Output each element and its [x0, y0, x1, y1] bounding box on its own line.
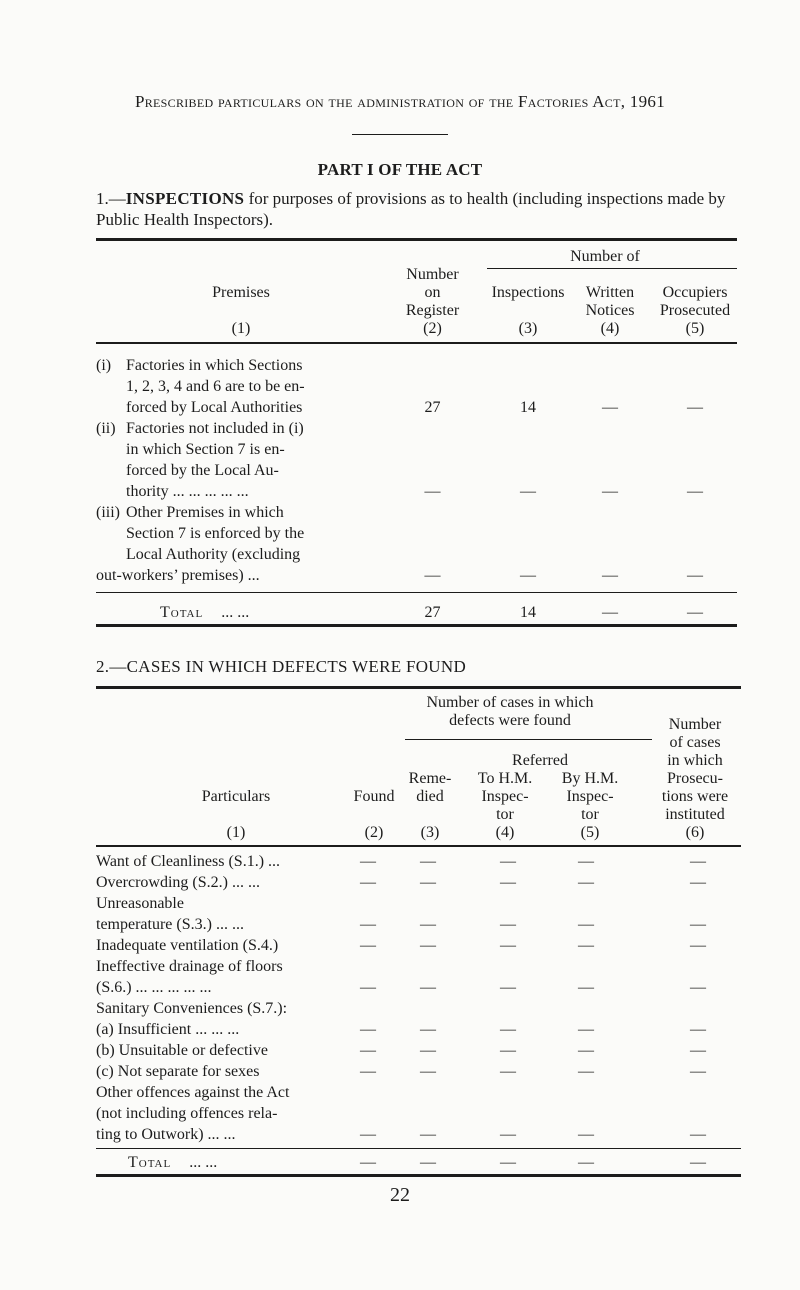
cell-remedied: —	[420, 1126, 436, 1143]
header-group-rule	[405, 739, 652, 740]
header-prosecutions-line2: of cases	[669, 734, 721, 751]
particulars-line: (c) Not separate for sexes	[96, 1063, 260, 1080]
particulars-line: temperature (S.3.) ... ...	[96, 916, 244, 933]
total-prosecuted: —	[687, 604, 703, 621]
cell-found: —	[360, 916, 376, 933]
particulars-line: Ineffective drainage of floors	[96, 958, 283, 975]
cell-prosecutions: —	[690, 916, 706, 933]
cell-remedied: —	[420, 1042, 436, 1059]
part-title: PART I OF THE ACT	[317, 160, 483, 179]
row-line: in which Section 7 is en-	[126, 441, 285, 458]
header-inspections: Inspections	[491, 284, 565, 301]
cell-prosecuted: —	[687, 567, 703, 584]
header-found-col: (2)	[364, 824, 384, 841]
cell-by-hm: —	[578, 937, 594, 954]
header-remedied-col: (3)	[420, 824, 440, 841]
header-by-hm-line1: By H.M.	[561, 770, 619, 787]
particulars-line: (not including offences rela-	[96, 1105, 278, 1122]
table2-bottom-rule	[96, 1174, 741, 1177]
cell-to-hm: —	[500, 1063, 516, 1080]
header-referred: Referred	[512, 752, 568, 769]
cell-prosecutions: —	[690, 874, 706, 891]
particulars-line: Unreasonable	[96, 895, 184, 912]
header-remedied-line1: Reme-	[408, 770, 452, 787]
row-line: Section 7 is enforced by the	[126, 525, 305, 542]
header-occupiers-col: (5)	[685, 320, 705, 337]
total-prosecutions: —	[690, 1154, 706, 1171]
total-dots: ... ...	[189, 1154, 218, 1171]
cell-prosecutions: —	[690, 1021, 706, 1038]
total-notices: —	[602, 604, 618, 621]
header-by-hm-line3: tor	[581, 806, 599, 823]
row-line: out-workers’ premises) ...	[96, 567, 260, 584]
table2-top-rule	[96, 686, 741, 689]
cell-to-hm: —	[500, 1042, 516, 1059]
header-remedied-line2: died	[416, 788, 444, 805]
row-line: Local Authority (excluding	[126, 546, 301, 563]
header-to-hm-line2: Inspec-	[481, 788, 529, 805]
header-prosecutions-line1: Number	[668, 716, 722, 733]
header-to-hm-line3: tor	[496, 806, 514, 823]
table1-top-rule	[96, 238, 737, 241]
cell-to-hm: —	[500, 853, 516, 870]
cell-to-hm: —	[500, 874, 516, 891]
cell-found: —	[360, 937, 376, 954]
cell-register: —	[424, 567, 441, 584]
cell-register: 27	[424, 399, 441, 416]
particulars-line: ting to Outwork) ... ...	[96, 1126, 236, 1143]
row-line: Factories not included in (i)	[126, 420, 304, 437]
cell-remedied: —	[420, 874, 436, 891]
header-register-line3: Register	[405, 302, 460, 319]
cell-to-hm: —	[500, 916, 516, 933]
header-number-of: Number of	[570, 248, 640, 265]
section1-title-rest: for purposes of provisions as to health (including inspections made by Public Health Inspectors).	[96, 189, 726, 229]
cell-found: —	[360, 979, 376, 996]
total-label-text: Total	[160, 604, 204, 621]
cell-prosecuted: —	[687, 483, 703, 500]
cell-to-hm: —	[500, 979, 516, 996]
cell-found: —	[360, 874, 376, 891]
particulars-line: Sanitary Conveniences (S.7.):	[96, 1000, 288, 1017]
particulars-line: Other offences against the Act	[96, 1084, 290, 1101]
cell-by-hm: —	[578, 1063, 594, 1080]
header-by-hm-line2: Inspec-	[566, 788, 614, 805]
header-prosecutions-line3: in which	[667, 752, 723, 769]
particulars-line: (S.6.) ... ... ... ... ...	[96, 979, 212, 996]
particulars-line: Inadequate ventilation (S.4.)	[96, 937, 279, 954]
section2-title: 2.—CASES IN WHICH DEFECTS WERE FOUND	[96, 657, 467, 676]
row-line: 1, 2, 3, 4 and 6 are to be en-	[126, 378, 305, 395]
header-inspections-col: (3)	[518, 320, 538, 337]
header-prosecutions-line6: instituted	[665, 806, 725, 823]
cell-notices: —	[602, 567, 618, 584]
cell-prosecutions: —	[690, 1042, 706, 1059]
header-group-line1: Number of cases in which	[426, 694, 594, 711]
cell-found: —	[360, 853, 376, 870]
total-register: 27	[424, 604, 441, 621]
header-premises-col: (1)	[231, 320, 251, 337]
header-to-hm-col: (4)	[495, 824, 515, 841]
header-to-hm-line1: To H.M.	[477, 770, 533, 787]
total-by-hm: —	[578, 1154, 594, 1171]
particulars-line: Want of Cleanliness (S.1.) ...	[96, 853, 281, 870]
cell-to-hm: —	[500, 1126, 516, 1143]
cell-prosecutions: —	[690, 1063, 706, 1080]
cell-prosecutions: —	[690, 979, 706, 996]
cell-by-hm: —	[578, 853, 594, 870]
total-found: —	[360, 1154, 376, 1171]
header-group-line2: defects were found	[449, 712, 571, 729]
header-prosecutions-line4: Prosecu-	[667, 770, 723, 787]
cell-remedied: —	[420, 853, 436, 870]
cell-by-hm: —	[578, 1042, 594, 1059]
cell-remedied: —	[420, 916, 436, 933]
divider	[352, 134, 448, 135]
header-notices-line1: Written	[585, 284, 635, 301]
cell-by-hm: —	[578, 1021, 594, 1038]
section1-number: 1.—	[96, 189, 126, 208]
row-line: thority ... ... ... ... ...	[126, 483, 249, 500]
row-label: (iii)	[96, 504, 120, 521]
cell-remedied: —	[420, 979, 436, 996]
section1-lead: INSPECTIONS	[125, 189, 245, 208]
header-particulars-col: (1)	[226, 824, 246, 841]
cell-found: —	[360, 1042, 376, 1059]
cell-by-hm: —	[578, 916, 594, 933]
header-prosecutions-col: (6)	[685, 824, 705, 841]
cell-by-hm: —	[578, 1126, 594, 1143]
header-notices-col: (4)	[600, 320, 620, 337]
total-label	[128, 1154, 217, 1172]
header-register-line2: on	[424, 284, 441, 301]
row-label: (i)	[96, 357, 112, 374]
cell-inspections: —	[520, 483, 536, 500]
table2-header-rule	[96, 845, 741, 847]
cell-inspections: —	[520, 567, 536, 584]
row-label: (ii)	[96, 420, 116, 437]
cell-notices: —	[602, 483, 618, 500]
header-by-hm-col: (5)	[580, 824, 600, 841]
header-particulars: Particulars	[201, 788, 271, 805]
cell-prosecutions: —	[690, 1126, 706, 1143]
cell-register: —	[424, 483, 441, 500]
cell-prosecutions: —	[690, 853, 706, 870]
cell-prosecuted: —	[687, 399, 703, 416]
cell-found: —	[360, 1021, 376, 1038]
table1-header-rule	[96, 342, 737, 344]
table1-total-rule	[96, 592, 737, 593]
cell-remedied: —	[420, 937, 436, 954]
total-to-hm: —	[500, 1154, 516, 1171]
header-found: Found	[353, 788, 395, 805]
particulars-line: (a) Insufficient ... ... ...	[96, 1021, 240, 1038]
row-line: forced by Local Authorities	[126, 399, 303, 416]
particulars-line: Overcrowding (S.2.) ... ...	[96, 874, 260, 891]
cell-by-hm: —	[578, 874, 594, 891]
cell-by-hm: —	[578, 979, 594, 996]
page-number: 22	[390, 1184, 410, 1206]
table2-total-rule	[96, 1148, 741, 1149]
header-notices-line2: Notices	[585, 302, 635, 319]
header-register-col: (2)	[423, 320, 442, 337]
header-register-line1: Number	[406, 266, 459, 283]
total-dots: ... ...	[221, 604, 250, 621]
total-label	[160, 604, 249, 622]
cell-found: —	[360, 1063, 376, 1080]
row-line: Other Premises in which	[126, 504, 284, 521]
cell-notices: —	[602, 399, 618, 416]
cell-prosecutions: —	[690, 937, 706, 954]
row-line: Factories in which Sections	[126, 357, 303, 374]
header-prosecutions-line5: tions were	[661, 788, 729, 805]
row-line: forced by the Local Au-	[126, 462, 279, 479]
header-premises: Premises	[212, 284, 270, 301]
cell-remedied: —	[420, 1021, 436, 1038]
table1-bottom-rule	[96, 624, 737, 627]
header-occupiers-line1: Occupiers	[662, 284, 728, 301]
section1-title	[96, 188, 726, 230]
cell-found: —	[360, 1126, 376, 1143]
total-inspections: 14	[520, 604, 536, 621]
header-occupiers-line2: Prosecuted	[659, 302, 731, 319]
cell-to-hm: —	[500, 937, 516, 954]
particulars-line: (b) Unsuitable or defective	[96, 1042, 268, 1059]
cell-to-hm: —	[500, 1021, 516, 1038]
cell-remedied: —	[420, 1063, 436, 1080]
running-head: Prescribed particulars on the administration of the Factories Act, 1961	[134, 92, 666, 111]
total-remedied: —	[420, 1154, 436, 1171]
cell-inspections: 14	[520, 399, 536, 416]
total-label-text: Total	[128, 1154, 172, 1171]
header-group-rule	[487, 268, 737, 269]
